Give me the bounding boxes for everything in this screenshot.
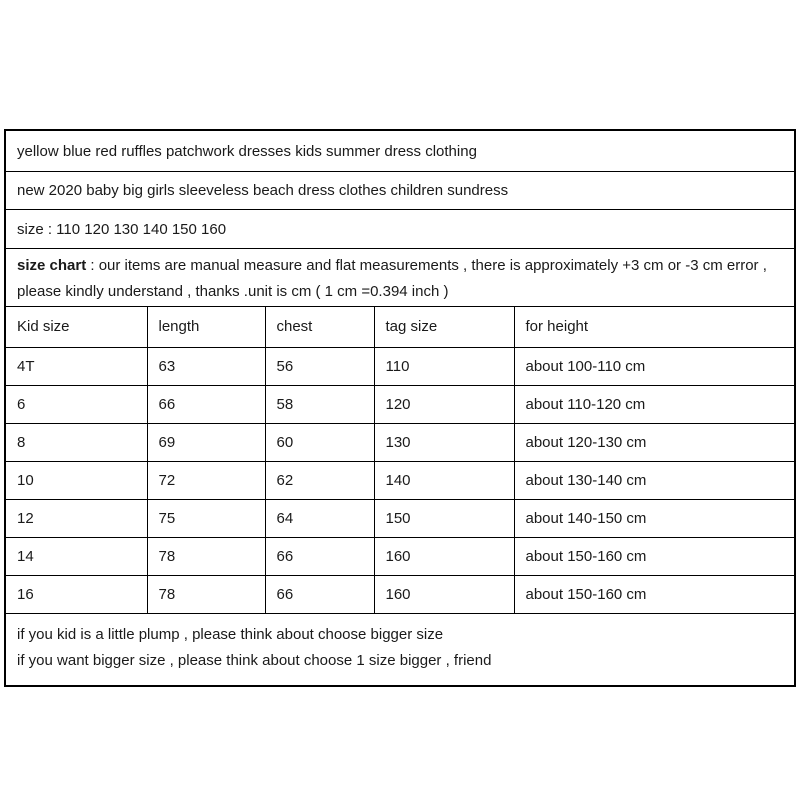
- tag-size-cell: 130: [374, 423, 514, 461]
- table-row: [6, 537, 794, 575]
- tag-size-cell: 150: [374, 499, 514, 537]
- header-chest: chest: [265, 307, 374, 347]
- chest-cell: 66: [265, 575, 374, 613]
- for-height-cell: about 150-160 cm: [514, 537, 794, 575]
- tag-size-cell: 110: [374, 347, 514, 385]
- kid-size-cell: 14: [6, 537, 147, 575]
- table-row: [6, 575, 794, 613]
- for-height-cell: about 150-160 cm: [514, 575, 794, 613]
- for-height-cell: about 130-140 cm: [514, 461, 794, 499]
- chest-cell: 58: [265, 385, 374, 423]
- chest-cell: 62: [265, 461, 374, 499]
- product-title-line-2: [6, 172, 794, 210]
- kid-size-cell: 10: [6, 461, 147, 499]
- length-cell: 66: [147, 385, 265, 423]
- size-chart-label: size chart: [17, 257, 87, 274]
- product-title-1-text: yellow blue red ruffles patchwork dresses kids summer dress clothing: [17, 142, 477, 160]
- chest-cell: 60: [265, 423, 374, 461]
- for-height-cell: about 110-120 cm: [514, 385, 794, 423]
- for-height-cell: about 120-130 cm: [514, 423, 794, 461]
- kid-size-cell: 8: [6, 423, 147, 461]
- product-title-2-text: new 2020 baby big girls sleeveless beach dress clothes children sundress: [17, 182, 509, 199]
- size-chart-sheet: [4, 129, 796, 687]
- size-table: [6, 307, 794, 614]
- available-sizes-text: size : 110 120 130 140 150 160: [17, 220, 227, 238]
- for-height-cell: about 140-150 cm: [514, 499, 794, 537]
- table-row: [6, 499, 794, 537]
- length-cell: 78: [147, 537, 265, 575]
- kid-size-cell: 4T: [6, 347, 147, 385]
- length-cell: 63: [147, 347, 265, 385]
- size-table-body: [6, 307, 794, 613]
- header-tag-size: tag size: [374, 307, 514, 347]
- length-cell: 72: [147, 461, 265, 499]
- header-length: length: [147, 307, 265, 347]
- kid-size-cell: 16: [6, 575, 147, 613]
- length-cell: 75: [147, 499, 265, 537]
- available-sizes-line: [6, 210, 794, 249]
- chest-cell: 56: [265, 347, 374, 385]
- chest-cell: 64: [265, 499, 374, 537]
- size-chart-note: [6, 249, 794, 307]
- tag-size-cell: 160: [374, 575, 514, 613]
- size-chart-note-line-2: please kindly understand , thanks .unit is cm ( 1 cm =0.394 inch ): [17, 283, 449, 300]
- kid-size-cell: 6: [6, 385, 147, 423]
- header-for-height: for height: [514, 307, 794, 347]
- length-cell: 78: [147, 575, 265, 613]
- chest-cell: 66: [265, 537, 374, 575]
- tag-size-cell: 140: [374, 461, 514, 499]
- table-row: [6, 461, 794, 499]
- fit-advice-note: [6, 614, 794, 685]
- size-table-header-row: [6, 307, 794, 347]
- tag-size-cell: 120: [374, 385, 514, 423]
- length-cell: 69: [147, 423, 265, 461]
- product-title-line-1: [6, 131, 794, 172]
- kid-size-cell: 12: [6, 499, 147, 537]
- size-chart-note-text-1: : our items are manual measure and flat measurements , there is approximately +3 cm or -3 cm error ,: [86, 257, 767, 274]
- table-row: [6, 347, 794, 385]
- tag-size-cell: 160: [374, 537, 514, 575]
- fit-advice-line-1: if you kid is a little plump , please think about choose bigger size: [17, 625, 444, 643]
- size-chart-note-line-1: [17, 253, 767, 279]
- table-row: [6, 423, 794, 461]
- header-kid-size: Kid size: [6, 307, 147, 347]
- table-row: [6, 385, 794, 423]
- fit-advice-line-2: if you want bigger size , please think about choose 1 size bigger , friend: [17, 651, 492, 669]
- for-height-cell: about 100-110 cm: [514, 347, 794, 385]
